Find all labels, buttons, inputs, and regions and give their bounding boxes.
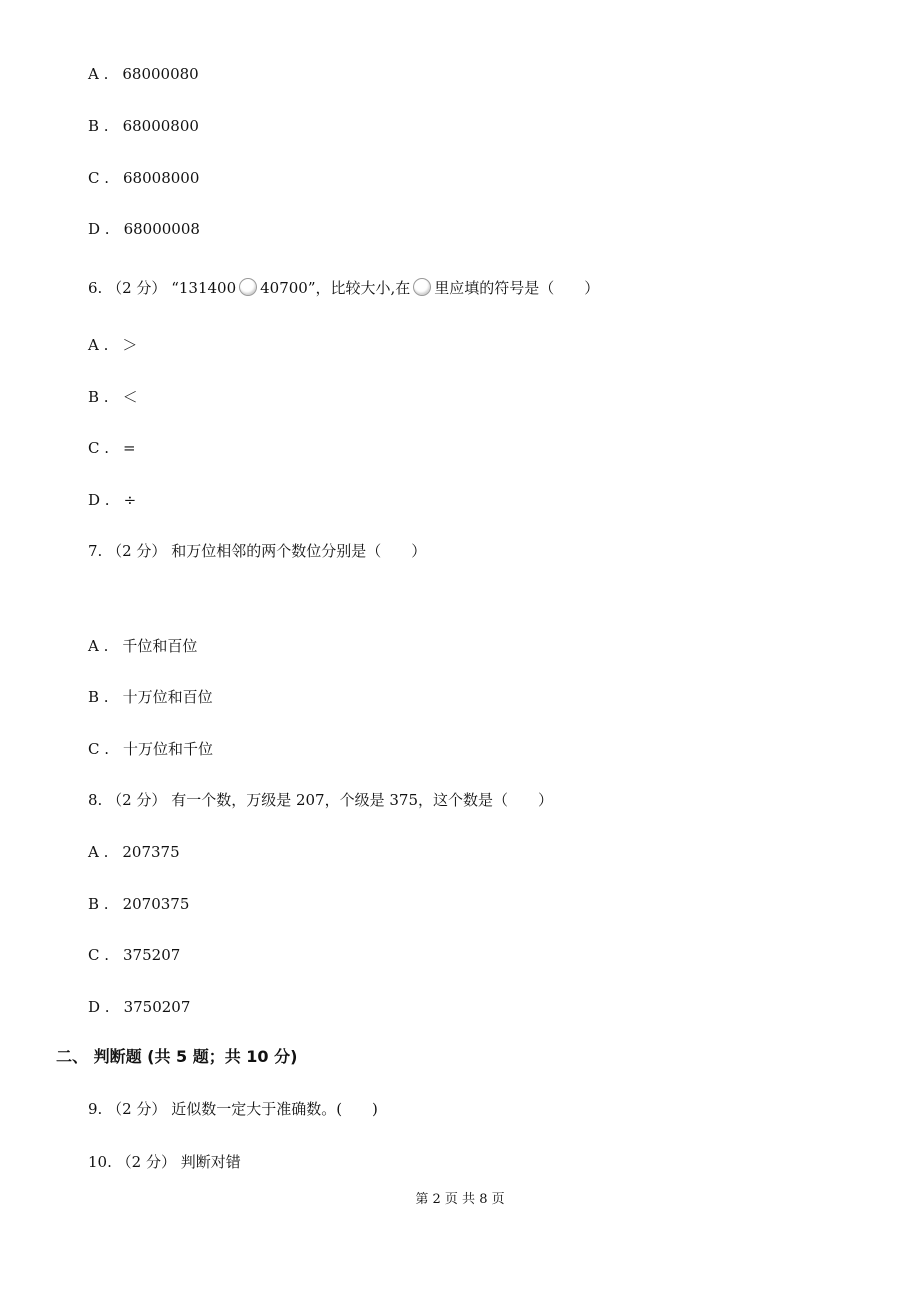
option-text: 68000080 — [122, 65, 199, 83]
option-letter: C . — [88, 439, 110, 457]
question-10 — [88, 1152, 241, 1172]
q8-option-c — [88, 945, 180, 965]
option-letter: A . — [88, 637, 109, 655]
section-heading: 二、 判断题 (共 5 题；共 10 分) — [56, 1047, 298, 1066]
question-score: （2 分） — [107, 1100, 167, 1118]
q8-option-a — [88, 842, 180, 862]
q7-option-b — [88, 687, 213, 707]
question-score: （2 分） — [107, 279, 167, 297]
question-score: （2 分） — [107, 542, 167, 560]
q5-option-c — [88, 168, 199, 188]
q7-option-c — [88, 739, 213, 759]
option-text: 68000008 — [123, 220, 200, 238]
question-7 — [88, 541, 426, 561]
question-text-after: 里应填的符号是（ ） — [434, 279, 600, 297]
option-letter: C . — [88, 946, 110, 964]
option-text: 十万位和千位 — [123, 740, 214, 758]
question-number: 8. — [88, 791, 103, 809]
question-text-before: “131400 — [171, 279, 237, 297]
option-letter: B . — [88, 895, 109, 913]
option-text: 十万位和百位 — [122, 688, 213, 706]
q5-option-a — [88, 64, 199, 84]
blank-circle-icon — [413, 278, 431, 296]
option-text: 3750207 — [123, 998, 191, 1016]
option-letter: D . — [88, 998, 110, 1016]
option-text: 375207 — [123, 946, 181, 964]
question-number: 9. — [88, 1100, 103, 1118]
question-score: （2 分） — [116, 1153, 176, 1171]
q6-option-c — [88, 438, 136, 458]
question-score: （2 分） — [107, 791, 167, 809]
q6-option-b — [88, 387, 138, 407]
option-text: ＞ — [122, 336, 138, 354]
option-text: 68000800 — [122, 117, 199, 135]
option-text: 千位和百位 — [122, 637, 198, 655]
option-letter: C . — [88, 169, 110, 187]
option-text: ＜ — [122, 388, 138, 406]
option-text: 68008000 — [123, 169, 200, 187]
option-text: 207375 — [122, 843, 180, 861]
option-letter: B . — [88, 388, 109, 406]
option-letter: B . — [88, 688, 109, 706]
option-text: = — [123, 439, 136, 457]
question-6 — [88, 278, 599, 298]
q6-option-a — [88, 335, 137, 355]
blank-circle-icon — [239, 278, 257, 296]
question-text: 和万位相邻的两个数位分别是（ ） — [171, 542, 427, 560]
q8-option-b — [88, 894, 189, 914]
q6-option-d — [88, 490, 136, 510]
question-text-mid: 40700”，比较大小,在 — [260, 279, 411, 297]
question-text: 判断对错 — [180, 1153, 241, 1171]
q5-option-b — [88, 116, 199, 136]
question-8 — [88, 790, 553, 810]
question-9 — [88, 1099, 378, 1119]
question-text: 有一个数，万级是 207，个级是 375，这个数是（ ） — [171, 791, 553, 809]
question-number: 6. — [88, 279, 103, 297]
option-letter: D . — [88, 220, 110, 238]
question-number: 10. — [88, 1153, 112, 1171]
option-letter: A . — [88, 843, 109, 861]
option-letter: D . — [88, 491, 110, 509]
option-letter: B . — [88, 117, 109, 135]
question-number: 7. — [88, 542, 103, 560]
option-text: 2070375 — [122, 895, 190, 913]
option-letter: C . — [88, 740, 110, 758]
q8-option-d — [88, 997, 190, 1017]
option-text: ÷ — [123, 491, 137, 509]
page-footer: 第 2 页 共 8 页 — [415, 1192, 505, 1207]
q5-option-d — [88, 219, 200, 239]
option-letter: A . — [88, 336, 109, 354]
question-text: 近似数一定大于准确数。( ) — [171, 1100, 378, 1118]
option-letter: A . — [88, 65, 109, 83]
q7-option-a — [88, 636, 197, 656]
